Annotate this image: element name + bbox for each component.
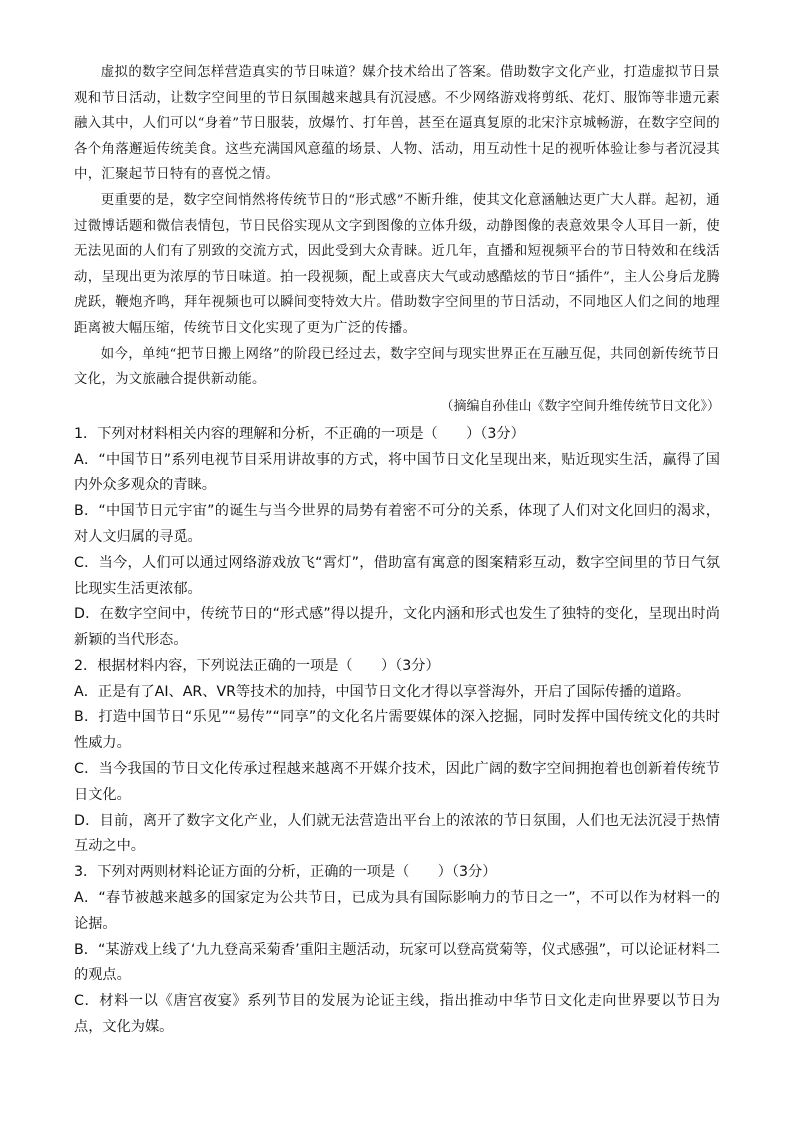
option-b: B．打造中国节日“乐见”“易传”“同享”的文化名片需要媒体的深入挖掘，同时发挥中国传统文化的共时性威力。 bbox=[74, 709, 720, 752]
option-d: D．在数字空间中，传统节日的“形式感”得以提升，文化内涵和形式也发生了独特的变化，呈现出时尚新颖的当代形态。 bbox=[74, 606, 720, 649]
question-stem: 1．下列对材料相关内容的理解和分析，不正确的一项是（ ）（3分） bbox=[74, 425, 525, 442]
passage-paragraph-3: 如今，单纯“把节日搬上网络”的阶段已经过去，数字空间与现实世界正在互融互促，共同创新传统节日文化，为文旅融合提供新动能。 bbox=[74, 346, 720, 388]
option-b: B．“某游戏上线了‘九九登高采菊香’重阳主题活动，玩家可以登高赏菊等，仪式感强”，可以论证材料二的观点。 bbox=[74, 941, 720, 984]
option-c: C．当今，人们可以通过网络游戏放飞“霄灯”，借助富有寓意的图案精彩互动，数字空间里的节日气氛比现实生活更浓郁。 bbox=[74, 554, 720, 597]
question-list bbox=[74, 422, 720, 1041]
question-1 bbox=[74, 422, 720, 654]
question-3 bbox=[74, 860, 720, 1041]
passage-paragraph-1: 虚拟的数字空间怎样营造真实的节日味道？媒介技术给出了答案。借助数字文化产业，打造虚拟节日景观和节日活动，让数字空间里的节日氛围越来越具有沉浸感。不少网络游戏将剪纸、花灯、服饰等非遗元素融入其中，人们可以“身着”节日服装，放爆竹、打年兽，甚至在逼真复原的北宋汴京城畅游，在数字空间的各个角落邂逅传统美食。这些充满国风意蕴的场景、人物、活动，用互动性十足的视听体验让参与者沉浸其中，汇聚起节日特有的喜悦之情。 bbox=[74, 65, 720, 183]
option-d: D．目前，离开了数字文化产业，人们就无法营造出平台上的浓浓的节日氛围，人们也无法沉浸于热情互动之中。 bbox=[74, 812, 720, 855]
option-c: C．材料一以《唐宫夜宴》系列节目的发展为论证主线，指出推动中华节日文化走向世界要以节日为点，文化为媒。 bbox=[74, 993, 720, 1036]
option-a: A．正是有了AI、AR、VR等技术的加持，中国节日文化才得以享誉海外，开启了国际传播的道路。 bbox=[74, 683, 691, 700]
question-stem: 2．根据材料内容，下列说法正确的一项是（ ）（3分） bbox=[74, 657, 440, 674]
reading-passage bbox=[74, 60, 720, 393]
question-2 bbox=[74, 654, 720, 860]
option-a: A．“春节被越来越多的国家定为公共节日，已成为具有国际影响力的节日之一”，不可以作为材料一的论据。 bbox=[74, 890, 720, 932]
source-citation: （摘编自孙佳山《数字空间升维传统节日文化》） bbox=[440, 398, 720, 414]
option-a: A．“中国节日”系列电视节目采用讲故事的方式，将中国节日文化呈现出来，贴近现实生活，赢得了国内外众多观众的青睐。 bbox=[74, 451, 720, 494]
exam-page bbox=[74, 60, 720, 1041]
option-b: B．“中国节日元宇宙”的诞生与当今世界的局势有着密不可分的关系，体现了人们对文化回归的渴求，对人文归属的寻觅。 bbox=[74, 503, 720, 545]
passage-paragraph-2: 更重要的是，数字空间悄然将传统节日的“形式感”不断升维，使其文化意涵触达更广大人群。起初，通过微博话题和微信表情包，节日民俗实现从文字到图像的立体升级，动静图像的表意效果令人耳目一新，使无法见面的人们有了别致的交流方式，因此受到大众青睐。近几年，直播和短视频平台的节日特效和在线活动，呈现出更为浓厚的节日味道。拍一段视频，配上或喜庆大气或动感酷炫的节日“插件”，主人公身后龙腾虎跃，鞭炮齐鸣，拜年视频也可以瞬间变特效大片。借助数字空间里的节日活动，不同地区人们之间的地理距离被大幅压缩，传统节日文化实现了更为广泛的传播。 bbox=[74, 192, 720, 336]
option-c: C．当今我国的节日文化传承过程越来越离不开媒介技术，因此广阔的数字空间拥抱着也创新着传统节日文化。 bbox=[74, 761, 720, 803]
question-stem: 3．下列对两则材料论证方面的分析，正确的一项是（ ）（3分） bbox=[74, 864, 497, 881]
